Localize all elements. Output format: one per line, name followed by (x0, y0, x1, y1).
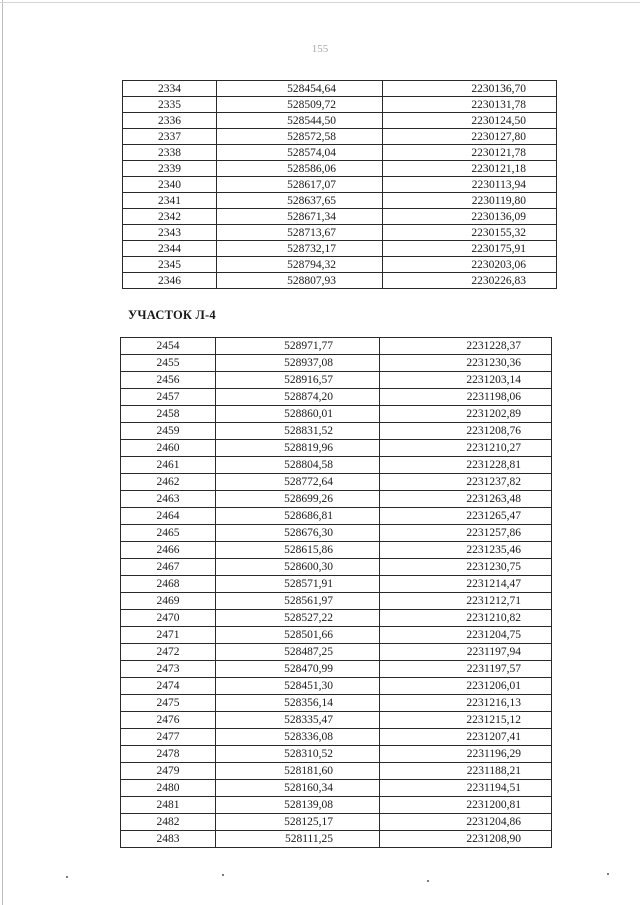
point-number-cell: 2455 (121, 355, 216, 372)
x-coordinate-cell: 528831,52 (216, 423, 380, 440)
point-number-cell: 2477 (121, 729, 216, 746)
y-coordinate-cell: 2231204,86 (380, 814, 552, 831)
scan-speck (607, 873, 609, 875)
y-coordinate-cell: 2230121,18 (383, 161, 557, 177)
coordinates-table-2 (120, 337, 552, 848)
table-row (121, 627, 552, 644)
point-number-cell: 2482 (121, 814, 216, 831)
table-row (121, 389, 552, 406)
y-coordinate-cell: 2231197,94 (380, 644, 552, 661)
table-row (121, 780, 552, 797)
x-coordinate-cell: 528916,57 (216, 372, 380, 389)
y-coordinate-cell: 2231215,12 (380, 712, 552, 729)
point-number-cell: 2456 (121, 372, 216, 389)
y-coordinate-cell: 2231194,51 (380, 780, 552, 797)
x-coordinate-cell: 528860,01 (216, 406, 380, 423)
table-row (121, 508, 552, 525)
x-coordinate-cell: 528676,30 (216, 525, 380, 542)
x-coordinate-cell: 528732,17 (217, 241, 383, 257)
point-number-cell: 2476 (121, 712, 216, 729)
x-coordinate-cell: 528160,34 (216, 780, 380, 797)
point-number-cell: 2344 (123, 241, 217, 257)
point-number-cell: 2468 (121, 576, 216, 593)
table-row (121, 457, 552, 474)
table-row (121, 355, 552, 372)
x-coordinate-cell: 528335,47 (216, 712, 380, 729)
point-number-cell: 2462 (121, 474, 216, 491)
page-edge-left (2, 0, 3, 905)
y-coordinate-cell: 2231257,86 (380, 525, 552, 542)
y-coordinate-cell: 2230131,78 (383, 97, 557, 113)
section-heading: УЧАСТОК Л-4 (128, 308, 216, 322)
table-row (121, 797, 552, 814)
y-coordinate-cell: 2231200,81 (380, 797, 552, 814)
y-coordinate-cell: 2231210,27 (380, 440, 552, 457)
table-row (121, 610, 552, 627)
x-coordinate-cell: 528310,52 (216, 746, 380, 763)
page-number: 155 (311, 43, 329, 55)
table-row (123, 257, 557, 273)
y-coordinate-cell: 2231204,75 (380, 627, 552, 644)
table-row (123, 273, 557, 289)
table-row (121, 525, 552, 542)
table-row (123, 145, 557, 161)
point-number-cell: 2474 (121, 678, 216, 695)
point-number-cell: 2336 (123, 113, 217, 129)
scan-speck (66, 876, 68, 878)
point-number-cell: 2471 (121, 627, 216, 644)
x-coordinate-cell: 528181,60 (216, 763, 380, 780)
table-row (123, 241, 557, 257)
table-row (123, 129, 557, 145)
x-coordinate-cell: 528713,67 (217, 225, 383, 241)
point-number-cell: 2466 (121, 542, 216, 559)
table-row (121, 559, 552, 576)
y-coordinate-cell: 2231216,13 (380, 695, 552, 712)
y-coordinate-cell: 2231206,01 (380, 678, 552, 695)
table-row (123, 113, 557, 129)
x-coordinate-cell: 528600,30 (216, 559, 380, 576)
x-coordinate-cell: 528454,64 (217, 81, 383, 97)
table-row (121, 576, 552, 593)
y-coordinate-cell: 2231228,81 (380, 457, 552, 474)
point-number-cell: 2483 (121, 831, 216, 848)
point-number-cell: 2339 (123, 161, 217, 177)
point-number-cell: 2458 (121, 406, 216, 423)
scan-speck (222, 874, 224, 876)
point-number-cell: 2460 (121, 440, 216, 457)
page-edge-top (0, 2, 640, 3)
x-coordinate-cell: 528671,34 (217, 209, 383, 225)
table-row (121, 763, 552, 780)
x-coordinate-cell: 528487,25 (216, 644, 380, 661)
y-coordinate-cell: 2230136,70 (383, 81, 557, 97)
table-row (121, 695, 552, 712)
y-coordinate-cell: 2231230,75 (380, 559, 552, 576)
y-coordinate-cell: 2231230,36 (380, 355, 552, 372)
x-coordinate-cell: 528572,58 (217, 129, 383, 145)
table-row (121, 593, 552, 610)
y-coordinate-cell: 2230121,78 (383, 145, 557, 161)
point-number-cell: 2470 (121, 610, 216, 627)
y-coordinate-cell: 2231263,48 (380, 491, 552, 508)
y-coordinate-cell: 2230226,83 (383, 273, 557, 289)
point-number-cell: 2469 (121, 593, 216, 610)
y-coordinate-cell: 2231214,47 (380, 576, 552, 593)
scan-speck (427, 880, 429, 882)
x-coordinate-cell: 528617,07 (217, 177, 383, 193)
table-row (121, 372, 552, 389)
point-number-cell: 2481 (121, 797, 216, 814)
x-coordinate-cell: 528451,30 (216, 678, 380, 695)
x-coordinate-cell: 528874,20 (216, 389, 380, 406)
point-number-cell: 2454 (121, 338, 216, 355)
point-number-cell: 2464 (121, 508, 216, 525)
table-row (121, 542, 552, 559)
y-coordinate-cell: 2231196,29 (380, 746, 552, 763)
point-number-cell: 2343 (123, 225, 217, 241)
x-coordinate-cell: 528509,72 (217, 97, 383, 113)
coordinates-table-1 (122, 80, 557, 289)
y-coordinate-cell: 2231212,71 (380, 593, 552, 610)
table-row (121, 423, 552, 440)
x-coordinate-cell: 528637,65 (217, 193, 383, 209)
table-row (121, 678, 552, 695)
point-number-cell: 2475 (121, 695, 216, 712)
x-coordinate-cell: 528586,06 (217, 161, 383, 177)
x-coordinate-cell: 528561,97 (216, 593, 380, 610)
y-coordinate-cell: 2231198,06 (380, 389, 552, 406)
coordinates-table-1-body (123, 81, 557, 289)
x-coordinate-cell: 528819,96 (216, 440, 380, 457)
y-coordinate-cell: 2231197,57 (380, 661, 552, 678)
point-number-cell: 2340 (123, 177, 217, 193)
x-coordinate-cell: 528125,17 (216, 814, 380, 831)
point-number-cell: 2345 (123, 257, 217, 273)
x-coordinate-cell: 528139,08 (216, 797, 380, 814)
y-coordinate-cell: 2231235,46 (380, 542, 552, 559)
y-coordinate-cell: 2231203,14 (380, 372, 552, 389)
table-row (121, 661, 552, 678)
x-coordinate-cell: 528470,99 (216, 661, 380, 678)
y-coordinate-cell: 2230119,80 (383, 193, 557, 209)
x-coordinate-cell: 528804,58 (216, 457, 380, 474)
point-number-cell: 2334 (123, 81, 217, 97)
y-coordinate-cell: 2230175,91 (383, 241, 557, 257)
x-coordinate-cell: 528574,04 (217, 145, 383, 161)
point-number-cell: 2473 (121, 661, 216, 678)
table-row (121, 814, 552, 831)
table-row (121, 831, 552, 848)
y-coordinate-cell: 2230203,06 (383, 257, 557, 273)
point-number-cell: 2463 (121, 491, 216, 508)
point-number-cell: 2461 (121, 457, 216, 474)
x-coordinate-cell: 528356,14 (216, 695, 380, 712)
table-row (123, 193, 557, 209)
x-coordinate-cell: 528937,08 (216, 355, 380, 372)
point-number-cell: 2467 (121, 559, 216, 576)
y-coordinate-cell: 2231202,89 (380, 406, 552, 423)
y-coordinate-cell: 2230127,80 (383, 129, 557, 145)
point-number-cell: 2335 (123, 97, 217, 113)
point-number-cell: 2338 (123, 145, 217, 161)
table-row (121, 338, 552, 355)
y-coordinate-cell: 2231237,82 (380, 474, 552, 491)
x-coordinate-cell: 528807,93 (217, 273, 383, 289)
point-number-cell: 2478 (121, 746, 216, 763)
coordinates-table-2-body (121, 338, 552, 848)
y-coordinate-cell: 2231265,47 (380, 508, 552, 525)
x-coordinate-cell: 528501,66 (216, 627, 380, 644)
table-row (123, 81, 557, 97)
table-row (123, 225, 557, 241)
y-coordinate-cell: 2230155,32 (383, 225, 557, 241)
table-row (123, 97, 557, 113)
x-coordinate-cell: 528544,50 (217, 113, 383, 129)
point-number-cell: 2459 (121, 423, 216, 440)
table-row (121, 712, 552, 729)
x-coordinate-cell: 528686,81 (216, 508, 380, 525)
table-row (123, 161, 557, 177)
table-row (123, 209, 557, 225)
point-number-cell: 2465 (121, 525, 216, 542)
x-coordinate-cell: 528111,25 (216, 831, 380, 848)
x-coordinate-cell: 528699,26 (216, 491, 380, 508)
table-row (123, 177, 557, 193)
point-number-cell: 2341 (123, 193, 217, 209)
table-row (121, 474, 552, 491)
y-coordinate-cell: 2231208,90 (380, 831, 552, 848)
point-number-cell: 2479 (121, 763, 216, 780)
table-row (121, 729, 552, 746)
point-number-cell: 2346 (123, 273, 217, 289)
point-number-cell: 2342 (123, 209, 217, 225)
x-coordinate-cell: 528794,32 (217, 257, 383, 273)
table-row (121, 491, 552, 508)
y-coordinate-cell: 2231208,76 (380, 423, 552, 440)
x-coordinate-cell: 528336,08 (216, 729, 380, 746)
point-number-cell: 2337 (123, 129, 217, 145)
y-coordinate-cell: 2231207,41 (380, 729, 552, 746)
y-coordinate-cell: 2231188,21 (380, 763, 552, 780)
point-number-cell: 2457 (121, 389, 216, 406)
table-row (121, 406, 552, 423)
x-coordinate-cell: 528615,86 (216, 542, 380, 559)
x-coordinate-cell: 528571,91 (216, 576, 380, 593)
table-row (121, 644, 552, 661)
table-row (121, 746, 552, 763)
x-coordinate-cell: 528527,22 (216, 610, 380, 627)
x-coordinate-cell: 528971,77 (216, 338, 380, 355)
y-coordinate-cell: 2230113,94 (383, 177, 557, 193)
y-coordinate-cell: 2230136,09 (383, 209, 557, 225)
y-coordinate-cell: 2231228,37 (380, 338, 552, 355)
x-coordinate-cell: 528772,64 (216, 474, 380, 491)
y-coordinate-cell: 2230124,50 (383, 113, 557, 129)
y-coordinate-cell: 2231210,82 (380, 610, 552, 627)
point-number-cell: 2480 (121, 780, 216, 797)
point-number-cell: 2472 (121, 644, 216, 661)
table-row (121, 440, 552, 457)
